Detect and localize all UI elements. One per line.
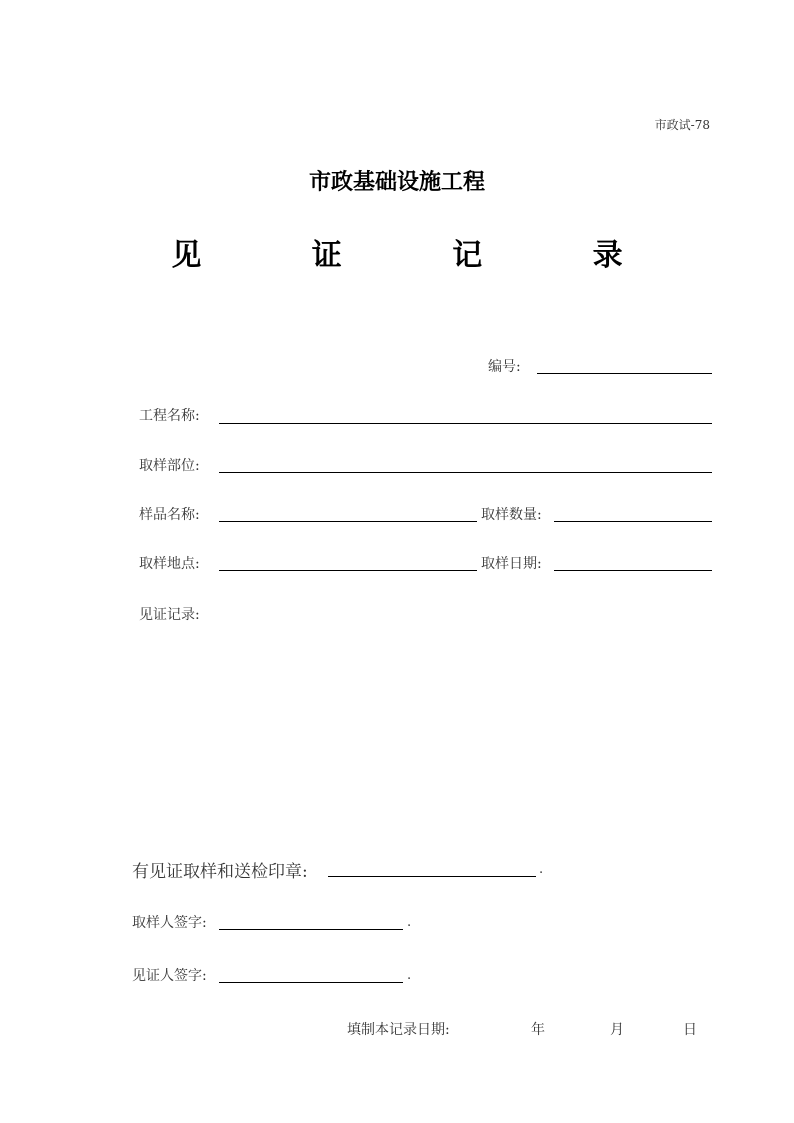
fill-date-label: 填制本记录日期: [347,1022,450,1038]
witness-signature-label: 见证人签字: [132,968,207,984]
number-label: 编号: [488,359,521,375]
sample-name-label: 样品名称: [139,507,200,523]
sampling-date-field[interactable] [554,570,712,571]
sampler-signature-field[interactable] [219,929,403,930]
sampler-signature-label: 取样人签字: [132,915,207,931]
fill-date-month: 月 [610,1022,624,1038]
sampling-part-label: 取样部位: [139,458,200,474]
seal-period: . [539,862,544,877]
sampling-place-label: 取样地点: [139,556,200,572]
sampling-date-label: 取样日期: [481,556,542,572]
seal-field[interactable] [328,876,536,877]
seal-label: 有见证取样和送检印章: [132,862,308,882]
document-title: 市政基础设施工程 [308,170,485,195]
sample-quantity-field[interactable] [554,521,712,522]
witness-signature-field[interactable] [219,982,403,983]
sampling-part-field[interactable] [219,472,712,473]
sample-name-field[interactable] [219,521,477,522]
project-name-label: 工程名称: [139,408,200,424]
sample-quantity-label: 取样数量: [481,507,542,523]
form-code: 市政试-78 [654,118,710,132]
fill-date-day: 日 [683,1022,697,1038]
document-subtitle: 见 证 记 录 [171,238,673,273]
number-field[interactable] [537,373,712,374]
witness-record-area[interactable] [139,630,712,830]
project-name-field[interactable] [219,423,712,424]
sampling-place-field[interactable] [219,570,477,571]
fill-date-year: 年 [531,1022,545,1038]
witness-record-label: 见证记录: [139,607,200,623]
witness-signature-period: . [407,968,412,983]
sampler-signature-period: . [407,915,412,930]
